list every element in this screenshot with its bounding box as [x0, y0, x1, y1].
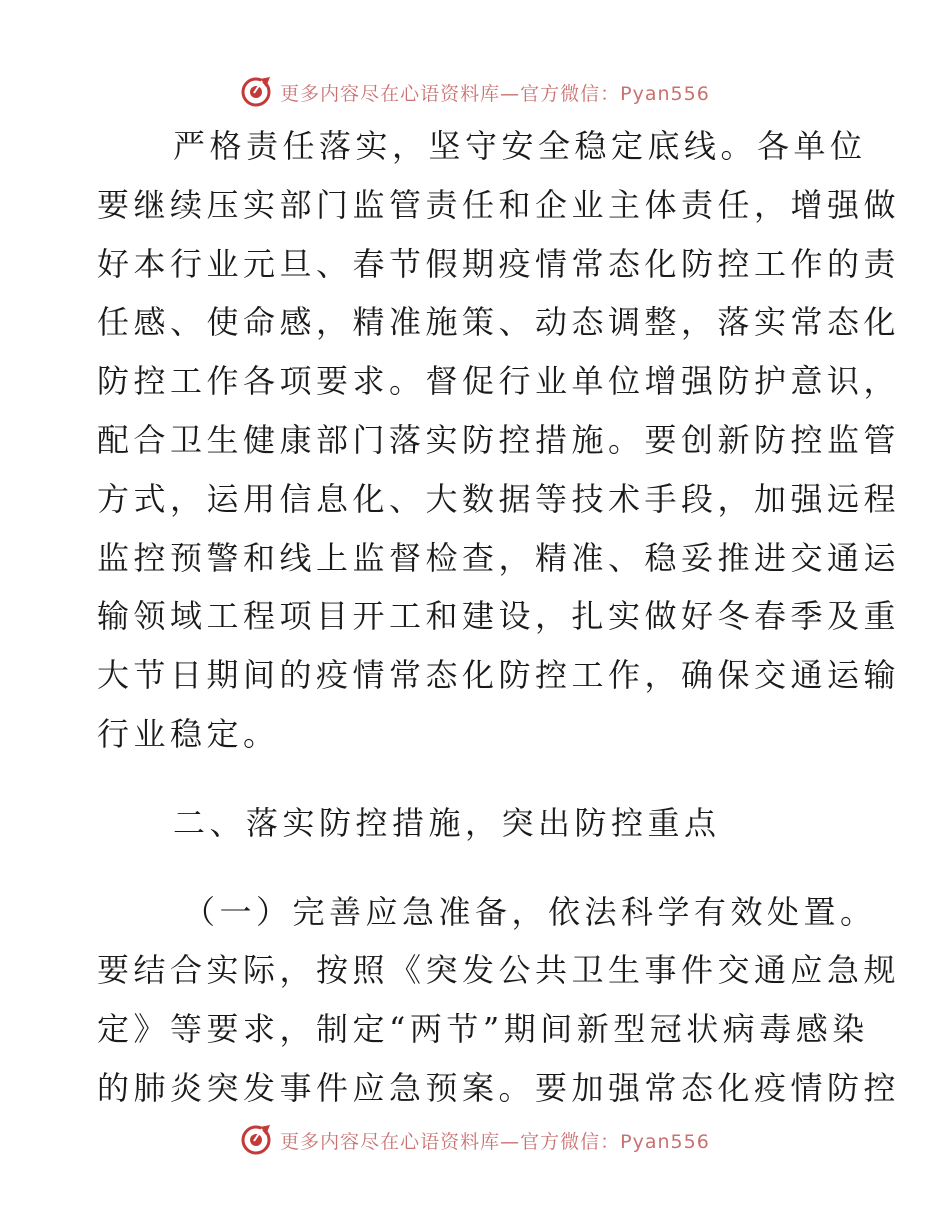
paragraph-line: 严格责任落实，坚守安全稳定底线。各单位: [173, 127, 867, 165]
paragraph-line: 输领域工程项目开工和建设，扎实做好冬春季及重: [97, 597, 901, 636]
paragraph-line: 要结合实际，按照《突发公共卫生事件交通应急规: [97, 951, 901, 990]
paragraph-line: 监控预警和线上监督检查，精准、稳妥推进交通运: [97, 538, 901, 577]
paragraph-line: 的肺炎突发事件应急预案。要加强常态化疫情防控: [97, 1068, 901, 1107]
paragraph-line: 要继续压实部门监管责任和企业主体责任，增强做: [97, 185, 901, 224]
logo-icon: [240, 1123, 274, 1157]
paragraph-line: 定》等要求，制定“两节”期间新型冠状病毒感染: [97, 1010, 869, 1049]
paragraph-line: 配合卫生健康部门落实防控措施。要创新防控监管: [97, 420, 901, 459]
watermark-text: 更多内容尽在心语资料库—官方微信：Pyan556: [280, 1130, 710, 1153]
document-body: [97, 117, 901, 1118]
watermark-footer: [0, 1120, 950, 1160]
paragraph-line: 任感、使命感，精准施策、动态调整，落实常态化: [97, 303, 901, 342]
paragraph-line: 好本行业元旦、春节假期疫情常态化防控工作的责: [97, 244, 901, 283]
paragraph-line: 行业稳定。: [97, 714, 280, 753]
watermark-text: 更多内容尽在心语资料库—官方微信：Pyan556: [280, 82, 710, 105]
paragraph-line: 防控工作各项要求。督促行业单位增强防护意识，: [97, 362, 901, 401]
watermark-header: [0, 72, 950, 112]
section-heading: 二、落实防控措施，突出防控重点: [173, 803, 721, 842]
paragraph-line: 方式，运用信息化、大数据等技术手段，加强远程: [97, 479, 901, 518]
logo-icon: [240, 75, 274, 109]
paragraph-line: 大节日期间的疫情常态化防控工作，确保交通运输: [97, 656, 901, 695]
paragraph-line: （一）完善应急准备，依法科学有效处置。: [183, 892, 877, 931]
